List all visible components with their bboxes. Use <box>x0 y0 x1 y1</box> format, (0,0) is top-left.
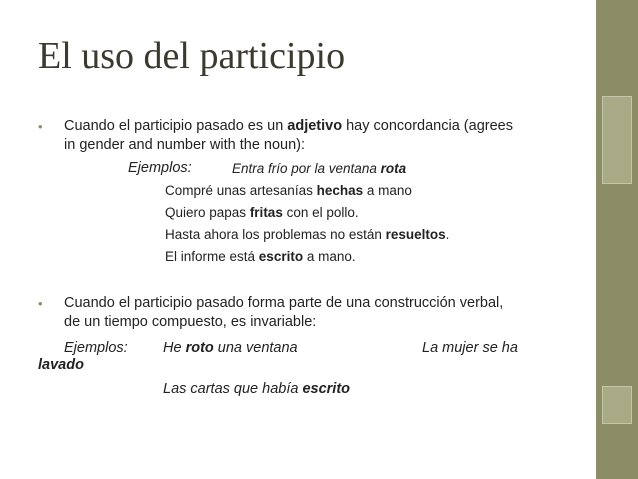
bullet1-example-2 <box>165 182 412 200</box>
example-bold: rota <box>380 161 407 176</box>
bullet1-example-4 <box>165 226 449 244</box>
bullet1-example-5 <box>165 248 356 266</box>
bullet1-bold: adjetivo <box>287 118 343 134</box>
example-text: Las cartas que había <box>163 381 303 397</box>
bullet1-examples-label <box>128 159 192 177</box>
bullet2-line2: de un tiempo compuesto, es invariable: <box>64 314 317 330</box>
example-text: con el pollo. <box>282 205 359 220</box>
bullet1-text-post: hay concordancia (agrees <box>342 118 513 134</box>
example-bold: escrito <box>258 249 304 264</box>
bullet1-example-3 <box>165 204 359 222</box>
examples-label: Ejemplos: <box>64 340 128 356</box>
bullet1-line1 <box>64 117 513 135</box>
example-bold: hechas <box>316 183 364 198</box>
example-text: Entra frío por la ventana <box>232 161 381 176</box>
example-text: Quiero papas <box>165 205 250 220</box>
bullet1-line2: in gender and number with the noun): <box>64 137 306 153</box>
bullet2-line1: Cuando el participio pasado forma parte de una construcción verbal, <box>64 295 504 311</box>
bullet2-example-3 <box>163 380 350 398</box>
example-text: He <box>163 340 186 356</box>
example-text: una ventana <box>213 340 298 356</box>
bullet2-example-2: La mujer se ha <box>422 340 518 356</box>
example-text: a mano. <box>303 249 356 264</box>
bullet2-example-2-cont: lavado <box>38 357 84 373</box>
side-square-top <box>602 96 632 184</box>
example-text: . <box>445 227 450 242</box>
slide-title: El uso del participio <box>38 35 346 77</box>
example-bold: roto <box>185 340 214 356</box>
bullet-dot-1: • <box>38 119 43 134</box>
bullet2-examples-label <box>64 339 128 357</box>
bullet1-text-pre: Cuando el participio pasado es un <box>64 118 288 134</box>
examples-label: Ejemplos: <box>128 160 192 176</box>
example-bold: fritas <box>249 205 283 220</box>
example-text: a mano <box>363 183 412 198</box>
example-text: Hasta ahora los problemas no están <box>165 227 386 242</box>
example-bold: resueltos <box>385 227 446 242</box>
bullet-dot-2: • <box>38 296 43 311</box>
bullet2-example-1 <box>163 339 298 357</box>
side-bar <box>596 0 638 479</box>
example-text: Compré unas artesanías <box>165 183 317 198</box>
example-bold: escrito <box>302 381 351 397</box>
side-square-bottom <box>602 386 632 424</box>
example-text: El informe está <box>165 249 259 264</box>
bullet1-example-1 <box>232 160 406 178</box>
